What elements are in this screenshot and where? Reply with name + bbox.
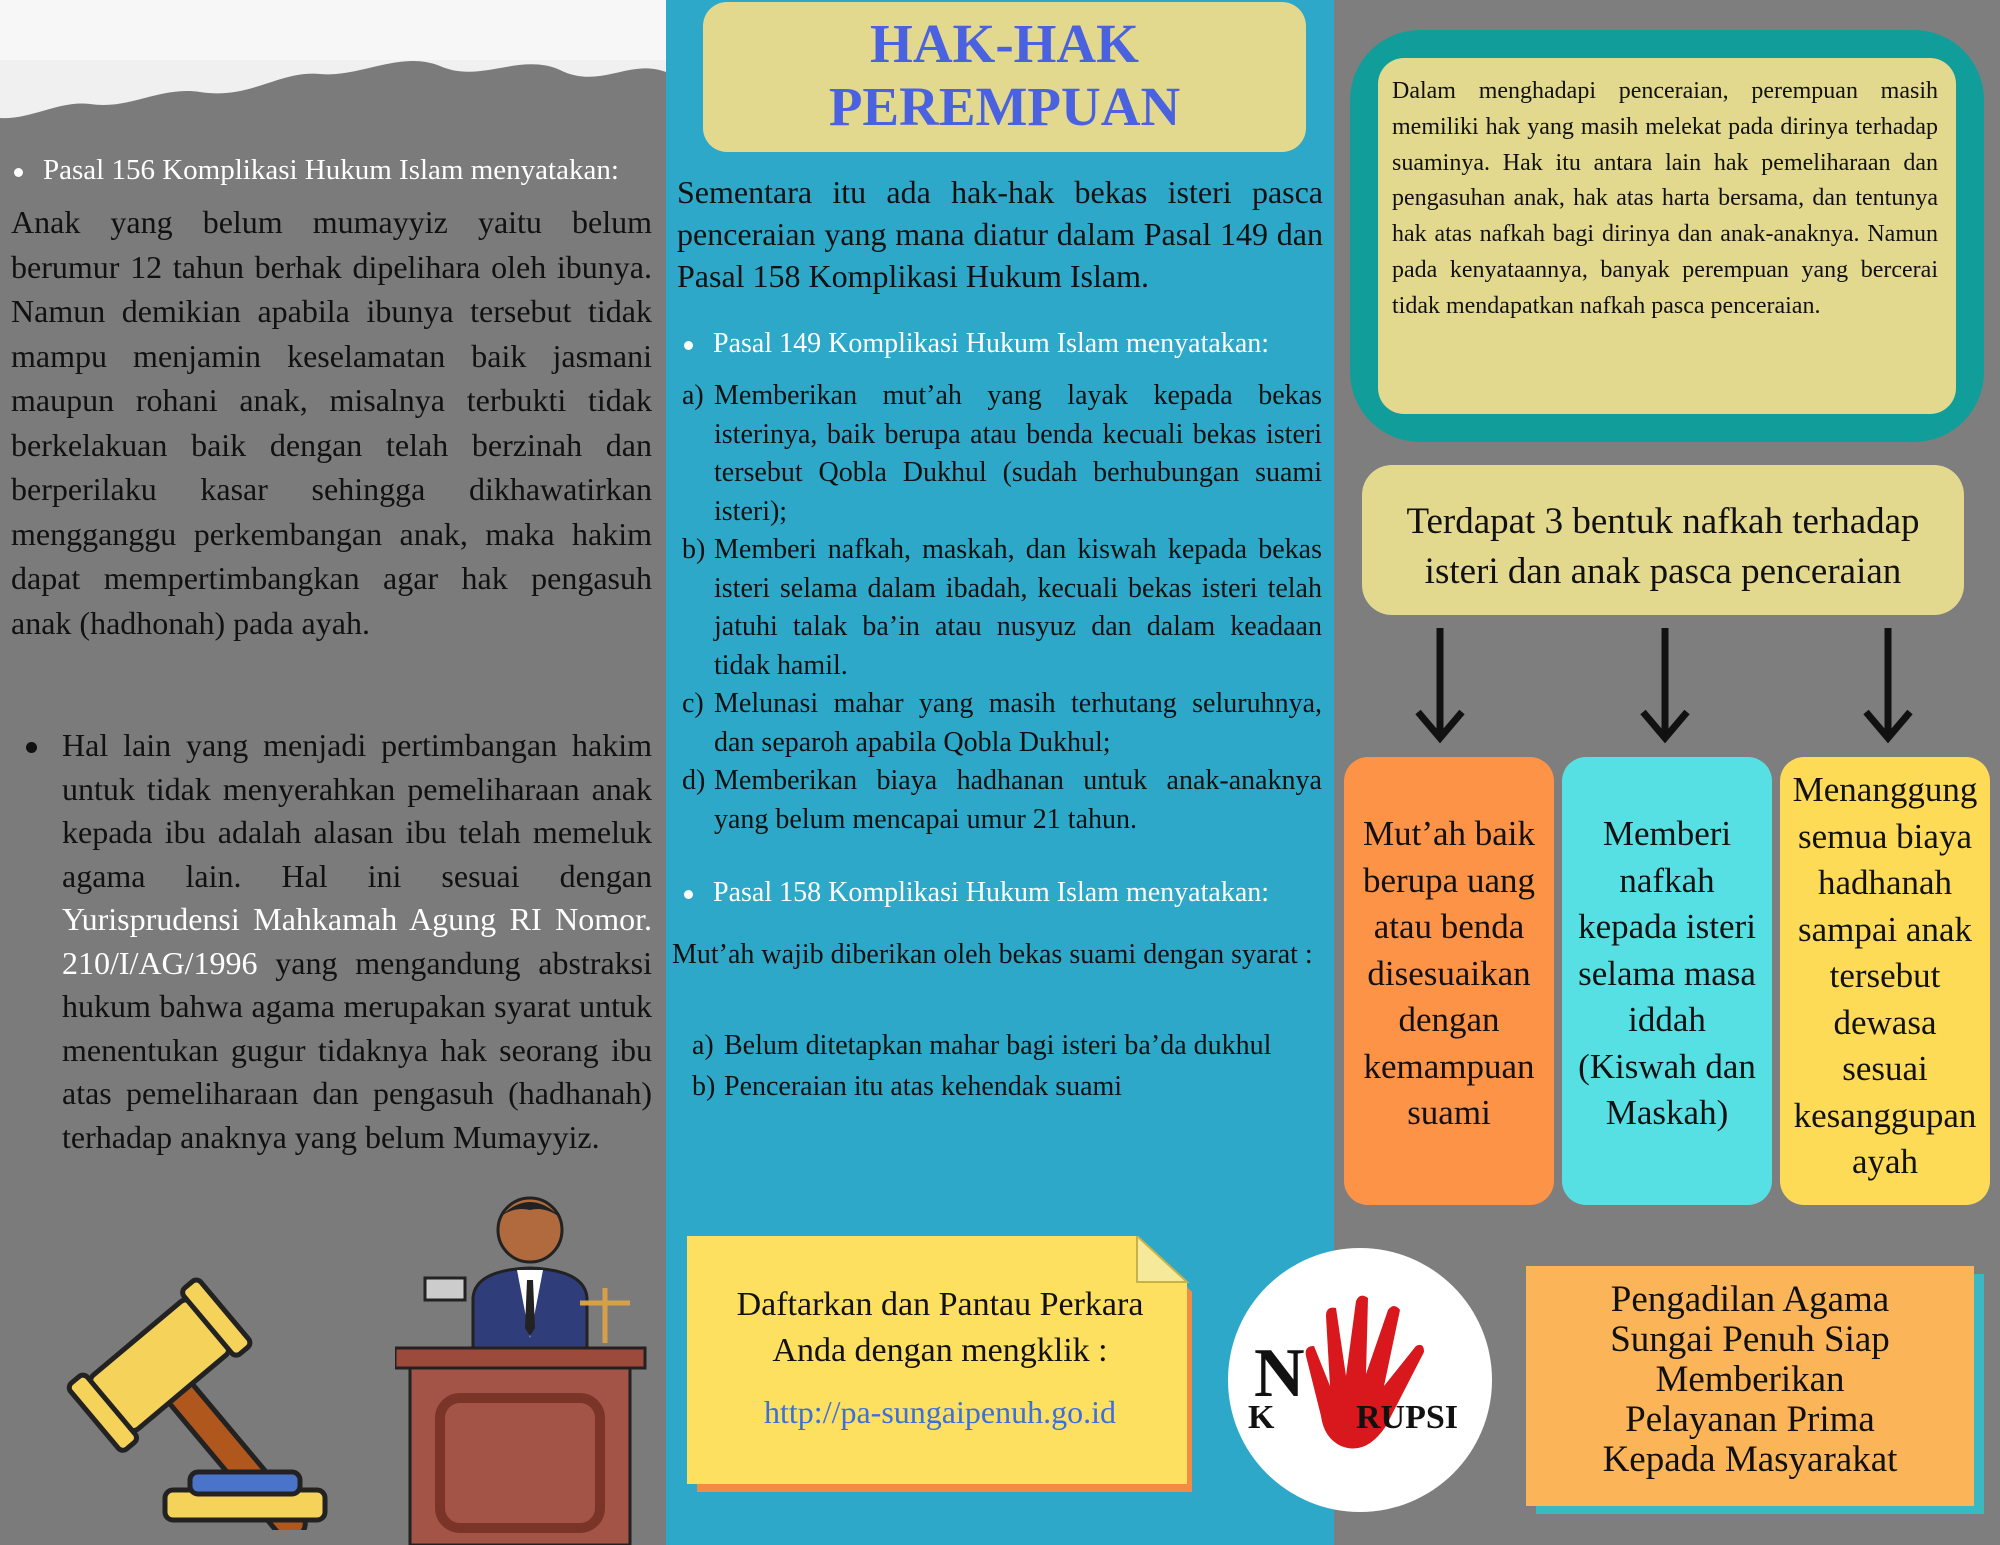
arrow-down-icon bbox=[1410, 628, 1470, 744]
pertimbangan-hakim-text: Hal lain yang menjadi pertimbangan hakim untuk tidak menyerahkan pemeliharaan anak kepada ibu adalah alasan ibu telah memeluk agama lain. Hal ini sesuai dengan Yurisprudensi Mahkamah Agung RI Nomor. 210/I/AG/1996 yang mengandung abstraksi hukum bahwa agama merupakan syarat untuk menentukan gugur tidaknya hak seorang ibu atas pemeliharaan dan pengasuh (hadhanah) terhadap anaknya yang belum Mumayyiz. bbox=[62, 727, 652, 1155]
daftar-text: Daftarkan dan Pantau Perkara Anda dengan mengklik : bbox=[736, 1286, 1144, 1369]
note-text: Dalam menghadapi penceraian, perempuan masih memiliki hak yang masih melekat pada dirinya terhadap suaminya. Hak itu antara lain hak pemeliharaan dan pengasuhan anak, hak atas harta bersama, dan tentunya hak atas nafkah bagi dirinya dan anak-anaknya. Namun pada kenyataannya, banyak perempuan yang bercerai tidak mendapatkan nafkah pasca penceraian. bbox=[1392, 78, 1938, 319]
svg-text:N: N bbox=[1254, 1335, 1305, 1412]
list-item: c) Melunasi mahar yang masih terhutang seluruhnya, dan separoh apabila Qobla Dukhul; bbox=[682, 688, 1322, 758]
intro-text: Sementara itu ada hak-hak bekas isteri pasca penceraian yang mana diatur dalam Pasal 149 dan Pasal 158 Komplikasi Hukum Islam. bbox=[677, 174, 1323, 294]
bullet-dot bbox=[26, 742, 37, 753]
nafkah-card-mutah: Mut’ah baik berupa uang atau benda disesuaikan dengan kemampuan suami bbox=[1344, 757, 1554, 1205]
pasal-156-body: Anak yang belum mumayyiz yaitu belum berumur 12 tahun berhak dipelihara oleh ibunya. Namun demikian apabila ibunya tersebut tidak mampu menjamin keselamatan baik jasmani maupun rohani anak, misalnya terbukti tidak berkelakuan baik dengan telah berzinah dan berperilaku kasar sehingga dikhawatirkan mengganggu perkembangan anak, maka hakim dapat mempertimbangkan agar hak pengasuh anak (hadhonah) pada ayah. bbox=[11, 204, 652, 641]
nafkah-card-hadhanah: Menanggung semua biaya hadhanah sampai anak tersebut dewasa sesuai kesanggupan ayah bbox=[1780, 757, 1990, 1205]
no-korupsi-logo bbox=[1226, 1246, 1494, 1514]
pasal-149-list bbox=[682, 377, 1322, 839]
list-item: b) Memberi nafkah, maskah, dan kiswah kepada bekas isteri selama dalam ibadah, kecuali bekas isteri telah jatuhi talak ba’in atau nusyuz dan dalam keadaan tidak hamil. bbox=[682, 534, 1322, 681]
list-item: a) Memberikan mut’ah yang layak kepada bekas isterinya, baik berupa atau benda kecuali bekas isteri tersebut Qobla Dukhul (sudah berhubungan suami isteri); bbox=[682, 380, 1322, 527]
arrow-down-icon bbox=[1858, 628, 1918, 744]
pasal-158-heading: Pasal 158 Komplikasi Hukum Islam menyatakan: bbox=[684, 877, 1269, 909]
nafkah-card-iddah: Memberi nafkah kepada isteri selama masa iddah (Kiswah dan Maskah) bbox=[1562, 757, 1772, 1205]
svg-text:K: K bbox=[1248, 1399, 1275, 1436]
bullet-dot bbox=[684, 341, 693, 350]
website-link[interactable]: http://pa-sungaipenuh.go.id bbox=[764, 1394, 1116, 1430]
list-item: a) Belum ditetapkan mahar bagi isteri ba’da dukhul bbox=[692, 1030, 1272, 1061]
pasal-158-list bbox=[692, 1027, 1310, 1106]
yurisprudensi-text: Yurisprudensi Mahkamah Agung RI Nomor. 210/I/AG/1996 bbox=[62, 901, 652, 981]
svg-text:RUPSI: RUPSI bbox=[1356, 1399, 1459, 1436]
nafkah-heading-box: Terdapat 3 bentuk nafkah terhadap isteri dan anak pasca penceraian bbox=[1362, 465, 1964, 615]
page-title: HAK-HAK PEREMPUAN bbox=[703, 2, 1306, 152]
pasal-156-heading: Pasal 156 Komplikasi Hukum Islam menyatakan: bbox=[14, 154, 654, 187]
list-item: d) Memberikan biaya hadhanan untuk anak-anaknya yang belum mencapai umur 21 tahun. bbox=[682, 765, 1322, 835]
bullet-dot bbox=[684, 890, 693, 899]
pasal-149-heading: Pasal 149 Komplikasi Hukum Islam menyatakan: bbox=[684, 328, 1269, 360]
gavel-icon bbox=[50, 1250, 350, 1530]
list-item: b) Penceraian itu atas kehendak suami bbox=[692, 1070, 1123, 1102]
pasal-158-intro: Mut’ah wajib diberikan oleh bekas suami dengan syarat : bbox=[672, 939, 1313, 970]
arrow-down-icon bbox=[1635, 628, 1695, 744]
judge-illustration bbox=[395, 1188, 665, 1545]
pengadilan-banner: Pengadilan Agama Sungai Penuh Siap Memberikan Pelayanan Prima Kepada Masyarakat bbox=[1526, 1266, 1974, 1506]
bullet-dot bbox=[14, 168, 23, 177]
torn-paper-decoration bbox=[0, 0, 666, 135]
